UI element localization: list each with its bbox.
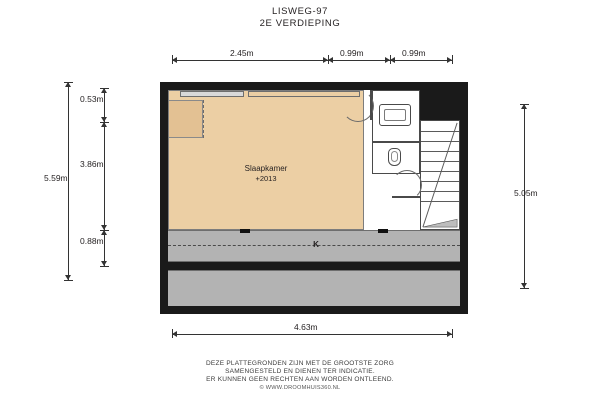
dim-top-seg2-label: 0.99m xyxy=(340,48,364,58)
dim-left-inner-seg3-arrow-up xyxy=(101,230,107,235)
dim-top-seg1-label: 2.45m xyxy=(230,48,254,58)
dim-top-seg3-label: 0.99m xyxy=(402,48,426,58)
dim-bottom-tick-2 xyxy=(452,329,453,338)
footer-copyright: © WWW.DROOMHUIS360.NL xyxy=(259,385,341,391)
bathtub-icon xyxy=(379,104,411,126)
dim-right-label: 5.05m xyxy=(514,188,538,198)
stairwell-wall xyxy=(420,90,460,120)
window-left xyxy=(180,91,244,97)
stair-direction-arrow xyxy=(421,121,459,229)
footer-line-1: DEZE PLATTEGRONDEN ZIJN MET DE GROOTSTE ZORG xyxy=(205,360,395,367)
room-label-group xyxy=(168,164,364,184)
dim-top-seg3-arrow-left xyxy=(390,57,395,63)
dim-top-tick-1 xyxy=(172,55,173,64)
dim-left-outer-label: 5.59m xyxy=(44,173,68,183)
dim-left-outer-line xyxy=(68,82,69,280)
window-right xyxy=(248,91,360,97)
dim-bottom-tick-1 xyxy=(172,329,173,338)
door-leaf-bath xyxy=(370,90,372,120)
closet-cabinet xyxy=(169,100,203,138)
wall-between-bands xyxy=(168,262,460,270)
dim-top-seg2-line xyxy=(328,60,390,61)
balcony-marker-left xyxy=(240,229,250,233)
dim-left-inner-seg2-arrow-up xyxy=(101,122,107,127)
dim-left-inner-tick-4 xyxy=(100,266,109,267)
room-name-slaapkamer: Slaapkamer xyxy=(244,164,288,173)
title-address: LISWEG-97 xyxy=(271,6,329,17)
footer-disclaimer xyxy=(0,360,600,392)
dim-left-inner-seg2-label: 3.86m xyxy=(80,159,104,169)
dim-right-tick-2 xyxy=(520,288,529,289)
dim-left-inner-seg1-label: 0.53m xyxy=(80,94,104,104)
toilet-icon xyxy=(388,148,401,166)
dim-right-tick-1 xyxy=(520,104,529,105)
dim-left-inner-seg3-label: 0.88m xyxy=(80,236,104,246)
footer-line-2: SAMENGESTELD EN DIENEN TER INDICATIE. xyxy=(225,368,375,375)
title-floor: 2E VERDIEPING xyxy=(259,18,341,29)
dim-left-outer-tick-1 xyxy=(64,82,73,83)
dim-left-inner-seg2-line xyxy=(104,122,105,230)
dim-bottom-label: 4.63m xyxy=(294,322,318,332)
page-title xyxy=(0,6,600,30)
room-code-slaapkamer: +2013 xyxy=(255,174,277,183)
dim-top-tick-4 xyxy=(452,55,453,64)
dim-bottom-line xyxy=(172,334,452,335)
door-leaf-stairs xyxy=(392,196,420,198)
dim-top-seg3-line xyxy=(390,60,452,61)
balcony-marker-right xyxy=(378,229,388,233)
staircase xyxy=(420,120,460,230)
dim-top-seg1-line xyxy=(172,60,328,61)
floorplan-drawing xyxy=(160,82,468,314)
balcony-band-lower xyxy=(168,270,460,306)
footer-line-3: ER KUNNEN GEEN RECHTEN AAN WORDEN ONTLEEND. xyxy=(206,376,394,383)
marker-k: K xyxy=(313,240,319,249)
dim-left-outer-tick-2 xyxy=(64,280,73,281)
closet-door-line xyxy=(203,100,204,138)
dim-left-inner-tick-1 xyxy=(100,88,109,89)
dim-top-seg2-arrow-left xyxy=(328,57,333,63)
